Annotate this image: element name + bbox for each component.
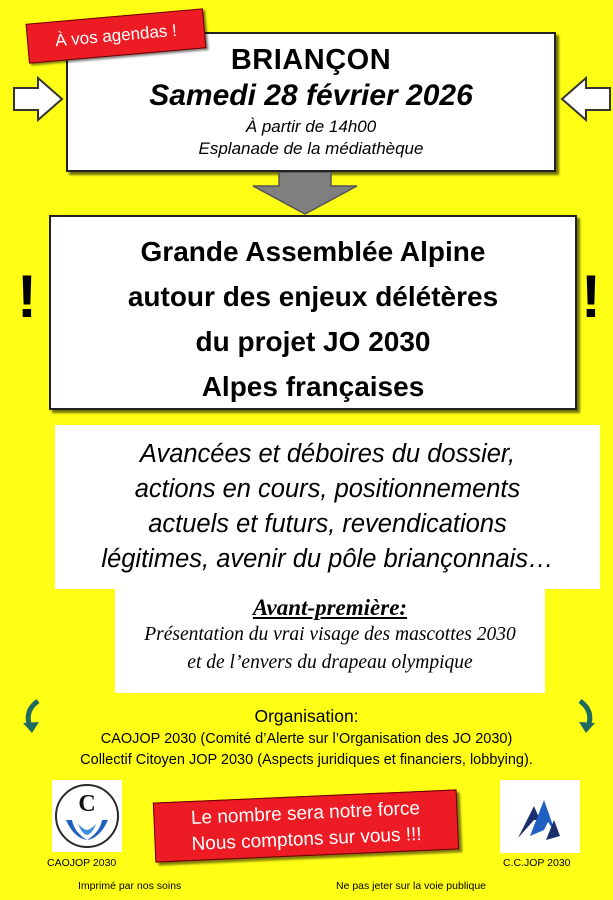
topics-box (55, 425, 600, 589)
topics-line: Avancées et déboires du dossier, (139, 440, 516, 468)
main-title-line: du projet JO 2030 (195, 326, 431, 357)
premiere-line: Présentation du vrai visage des mascottes 2030 (144, 624, 516, 645)
ccjop-caption: C.C.JOP 2030 (503, 857, 571, 869)
caojop-caption: CAOJOP 2030 (47, 857, 117, 869)
event-date: Samedi 28 février 2026 (149, 79, 473, 112)
agenda-badge: À vos agendas ! (26, 8, 207, 63)
footer-right: Ne pas jeter sur la voie publique (336, 880, 487, 892)
topics-line: légitimes, avenir du pôle briançonnais… (101, 545, 554, 573)
main-title-box (49, 215, 577, 410)
footer-left: Imprimé par nos soins (78, 880, 182, 892)
main-title-line: Alpes françaises (201, 371, 425, 402)
slogan-line-1: Le nombre sera notre force (190, 798, 421, 830)
caojop-logo-letter: C (78, 791, 96, 817)
premiere-title: Avant-première: (252, 595, 408, 620)
event-time: À partir de 14h00 (245, 117, 377, 136)
arrow-left-icon (560, 76, 612, 122)
exclamation-left: ! (17, 263, 37, 330)
caojop-logo-icon (52, 780, 122, 852)
main-title-line: Grande Assemblée Alpine (140, 236, 486, 267)
mountain-logo-icon (500, 780, 580, 853)
premiere-line: et de l’envers du drapeau olympique (187, 652, 473, 673)
main-title-line: autour des enjeux délétères (127, 281, 499, 312)
organisation-title: Organisation: (254, 706, 359, 726)
organisation-line-1: CAOJOP 2030 (Comité d’Alerte sur l’Organisation des JO 2030) (100, 731, 513, 747)
premiere-box (115, 589, 545, 693)
topics-line: actuels et futurs, revendications (148, 510, 507, 538)
city-name: BRIANÇON (230, 44, 392, 76)
ccjop-logo (500, 780, 580, 853)
arrow-down-icon (249, 172, 361, 216)
caojop-logo (52, 780, 122, 852)
event-place: Esplanade de la médiathèque (198, 139, 424, 158)
topics-line: actions en cours, positionnements (134, 475, 521, 503)
slogan-box (153, 789, 459, 862)
slogan-line-2: Nous comptons sur vous !!! (191, 823, 423, 855)
organisation-line-2: Collectif Citoyen JOP 2030 (Aspects juridiques et financiers, lobbying). (80, 752, 533, 768)
arrow-right-icon (12, 76, 64, 122)
exclamation-right: ! (581, 263, 601, 330)
